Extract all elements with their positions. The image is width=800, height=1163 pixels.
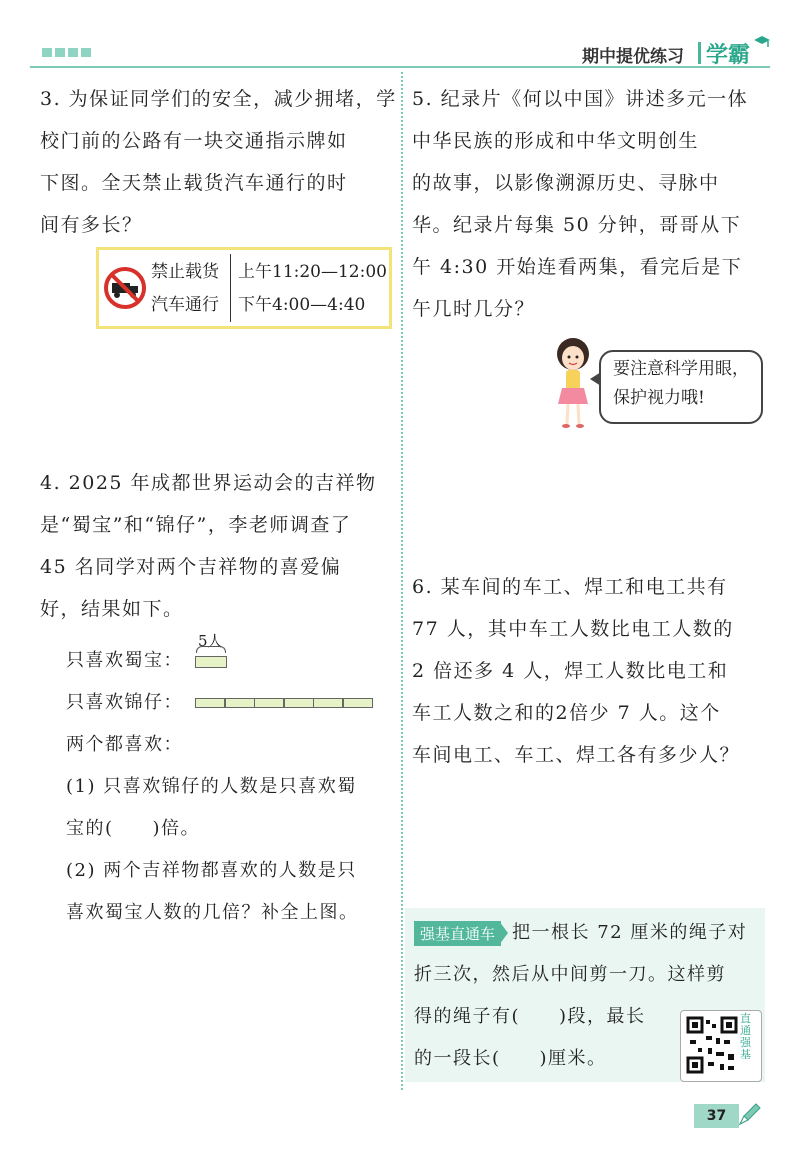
row2-bar-segment: [343, 698, 373, 708]
question-5-line: 中华民族的形成和中华文明创生: [412, 130, 700, 152]
header-title: 期中提优练习: [582, 47, 684, 67]
sub1-line: 宝的( )倍。: [66, 818, 201, 839]
header-decor-square: [42, 48, 52, 57]
row2-bar-segment: [225, 698, 255, 708]
row2-bar-segment: [313, 698, 343, 708]
extra-line: 的一段长( )厘米。: [414, 1048, 607, 1069]
question-6: [412, 566, 740, 776]
question-4-sub1: [66, 766, 357, 850]
question-6-line: 77 人，其中车工人数比电工人数的: [412, 618, 734, 640]
question-3-line: 校门前的公路有一块交通指示牌如: [40, 130, 348, 152]
pencil-icon: [736, 1102, 762, 1128]
question-5-line: 5. 纪录片《何以中国》讲述多元一体: [412, 88, 749, 110]
header-brand: 学霸: [706, 43, 751, 68]
sign-divider: [230, 254, 231, 322]
question-4-sub2: [66, 850, 359, 934]
question-4-line: 45 名同学对两个吉祥物的喜爱偏: [40, 556, 342, 578]
extra-line: 得的绳子有( )段，最长: [414, 1006, 646, 1027]
graduation-cap-icon: [752, 34, 772, 50]
question-5-line: 午 4:30 开始连看两集，看完后是下: [412, 256, 743, 278]
question-5-line: 的故事，以影像溯源历史、寻脉中: [412, 172, 720, 194]
question-5-line: 午几时几分？: [412, 298, 536, 320]
row1-brace: [196, 646, 226, 653]
traffic-sign: [96, 247, 392, 329]
question-3-line: 3. 为保证同学们的安全，减少拥堵，学: [40, 88, 397, 110]
qr-code-icon[interactable]: [686, 1016, 738, 1074]
extra-tag: 强基直通车: [414, 921, 501, 946]
question-5-line: 华。纪录片每集 50 分钟，哥哥从下: [412, 214, 742, 236]
question-3-line: 间有多长？: [40, 214, 143, 236]
sub2-line: (2) 两个吉祥物都喜欢的人数是只: [66, 860, 357, 881]
sign-label-2: 汽车通行: [151, 295, 219, 315]
question-3: [40, 78, 397, 246]
header-decor-square: [81, 48, 91, 57]
sub2-line: 喜欢蜀宝人数的几倍？补全上图。: [66, 902, 359, 923]
bubble-line: 保护视力哦!: [613, 388, 705, 408]
row1-label: 只喜欢蜀宝：: [66, 650, 183, 671]
column-divider: [401, 72, 403, 1090]
question-4-line: 是“蜀宝”和“锦仔”，李老师调查了: [40, 514, 352, 536]
sign-time-1: 上午11:20—12:00: [238, 262, 387, 282]
qr-side-label: 直通强基: [740, 1012, 751, 1061]
question-6-line: 6. 某车间的车工、焊工和电工共有: [412, 576, 728, 598]
question-4-line: 好，结果如下。: [40, 598, 184, 620]
extra-line: 折三次，然后从中间剪一刀。这样剪: [414, 964, 726, 985]
no-truck-icon: [103, 266, 147, 310]
question-4: [40, 462, 377, 630]
row2-label: 只喜欢锦仔：: [66, 692, 183, 713]
question-5: [412, 78, 748, 330]
header-separator: [698, 42, 701, 64]
sign-time-2: 下午4:00—4:40: [238, 295, 366, 315]
extra-tag-arrow: [499, 921, 508, 945]
question-6-line: 车工人数之和的2倍少 7 人。这个: [412, 702, 721, 724]
sign-label-1: 禁止载货: [151, 262, 219, 282]
speech-bubble-tail: [590, 372, 601, 386]
row1-bar: [195, 656, 227, 668]
row2-bar-segment: [284, 698, 314, 708]
page-number: 37: [694, 1104, 739, 1128]
row2-bar-segment: [195, 698, 225, 708]
header-decor-square: [68, 48, 78, 57]
question-4-line: 4. 2025 年成都世界运动会的吉祥物: [40, 472, 377, 494]
row2-bar-segment: [254, 698, 284, 708]
sub1-line: (1) 只喜欢锦仔的人数是只喜欢蜀: [66, 776, 357, 797]
row3-label: 两个都喜欢：: [66, 734, 183, 755]
question-3-line: 下图。全天禁止载货汽车通行的时: [40, 172, 348, 194]
header-decor-square: [55, 48, 65, 57]
row1-value: 5人: [198, 632, 223, 650]
speech-bubble-text: [613, 355, 749, 413]
bubble-line: 要注意科学用眼，: [613, 359, 749, 379]
question-6-line: 2 倍还多 4 人，焊工人数比电工和: [412, 660, 729, 682]
question-6-line: 车间电工、车工、焊工各有多少人？: [412, 744, 741, 766]
extra-first-line: 把一根长 72 厘米的绳子对: [512, 922, 748, 943]
